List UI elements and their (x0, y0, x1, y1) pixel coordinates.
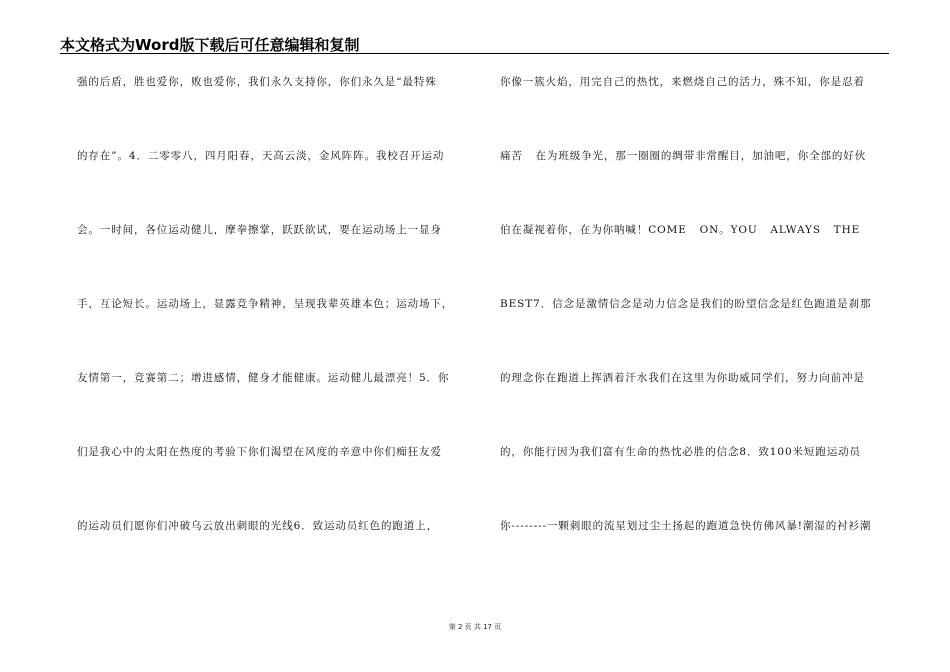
left-text-column (77, 74, 465, 592)
header-divider (60, 53, 889, 54)
text-line: 的存在”。4．二零零八，四月阳春，天高云淡，金风阵阵。我校召开运动 (77, 150, 445, 162)
text-line: 手，互论短长。运动场上，显露竞争精神，呈现我辈英雄本色；运动场下， (77, 298, 454, 310)
text-line: 的，你能行因为我们富有生命的热忱必胜的信念8．致100米短跑运动员 (500, 446, 861, 458)
right-text-column (500, 74, 890, 592)
text-line: 会。一时间，各位运动健儿，摩拳擦掌，跃跃欲试，要在运动场上一显身 (77, 224, 442, 236)
page-number-footer: 第 2 页 共 17 页 (448, 623, 502, 631)
text-line: BEST7．信念是激情信念是动力信念是我们的盼望信念是红色跑道是刹那 (500, 298, 872, 310)
text-line: 友情第一，竞赛第二；增进感情，健身才能健康。运动健儿最漂亮！5．你 (77, 372, 450, 384)
text-line: 痛苦 在为班级争光，那一圈圈的绸带非常醒目，加油吧，你全部的好伙 (500, 150, 867, 162)
text-line: 你像一簇火焰，用完自己的热忱，来燃烧自己的活力，殊不知，你是忍着 (500, 76, 865, 88)
text-line: 伯在凝视着你，在为你呐喊！COME ON。YOU ALWAYS THE (500, 224, 861, 236)
document-header-title: 本文格式为Word版下载后可任意编辑和复制 (60, 36, 360, 54)
text-line: 们是我心中的太阳在热度的考验下你们渴望在风度的辛意中你们痴狂友爱 (77, 446, 442, 458)
text-line: 你--------一颗刺眼的流星划过尘土扬起的跑道急快仿佛风暴!潮湿的衬衫潮 (500, 520, 872, 532)
text-line: 的理念你在跑道上挥洒着汗水我们在这里为你助威同学们，努力向前冲是 (500, 372, 865, 384)
text-line: 的运动员们愿你们冲破乌云放出刺眼的光线6．致运动员红色的跑道上， (77, 520, 438, 532)
text-line: 强的后盾，胜也爱你，败也爱你，我们永久支持你，你们永久是“最特殊 (77, 76, 437, 88)
